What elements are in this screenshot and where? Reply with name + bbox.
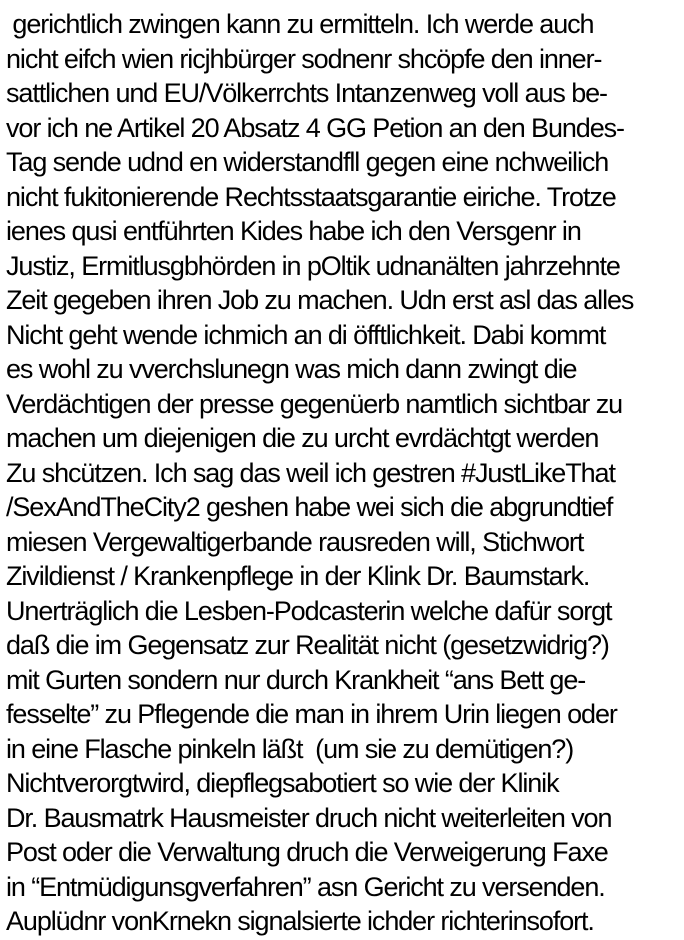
text-line: Zeit gegeben ihren Job zu machen. Udn erst asl das alles — [6, 285, 634, 315]
text-line: /SexAndTheCity2 geshen habe wei sich die abgrundtief — [6, 492, 613, 522]
text-line: Dr. Bausmatrk Hausmeister druch nicht weiterleiten von — [6, 802, 612, 833]
text-line: Justiz, Ermitlusgbhörden in pOltik udnanälten jahrzehnte — [6, 250, 620, 281]
text-line: fesselte” zu Pflegende die man in ihrem Urin liegen oder — [6, 699, 617, 729]
text-line: Zivildienst / Krankenpflege in der Klink Dr. Baumstark. — [6, 561, 590, 591]
text-line: es wohl zu vverchslunegn was mich dann zwingt die — [6, 354, 577, 384]
text-line: nicht fukitonierende Rechtsstaatsgarantie eiriche. Trotze — [6, 181, 616, 212]
text-line: vor ich ne Artikel 20 Absatz 4 GG Petion an den Bundes- — [6, 112, 624, 143]
text-line: in “Entmüdigunsgverfahren” asn Gericht zu versenden. — [6, 871, 605, 902]
text-line: Auplüdnr vonKrnekn signalsierte ichder richterinsofort. — [6, 906, 594, 936]
text-line: sattlichen und EU/Völkerrchts Intanzenweg voll aus be- — [6, 78, 607, 108]
text-line: Tag sende udnd en widerstandfll gegen eine nchweilich — [6, 147, 609, 177]
text-line: Verdächtigen der presse gegenüerb namtlich sichtbar zu — [6, 388, 623, 419]
text-line: gerichtlich zwingen kann zu ermitteln. Ich werde auch — [6, 9, 594, 39]
text-line: Nicht geht wende ichmich an di öfftlichkeit. Dabi kommt — [6, 319, 606, 350]
text-line: miesen Vergewaltigerbande rausreden will, Stichwort — [6, 526, 584, 557]
text-line: Post oder die Verwaltung druch die Verweigerung Faxe — [6, 837, 608, 867]
text-line: in eine Flasche pinkeln läßt (um sie zu demütigen?) — [6, 733, 574, 764]
text-line: Unerträglich die Lesben-Podcasterin welche dafür sorgt — [6, 595, 612, 626]
text-block — [6, 7, 684, 939]
text-line: mit Gurten sondern nur durch Krankheit “ans Bett ge- — [6, 664, 586, 695]
text-line: nicht eifch wien ricjhbürger sodnenr shcöpfe den inner- — [6, 43, 602, 74]
text-line: machen um diejenigen die zu urcht evrdächtgt werden — [6, 423, 599, 453]
text-line: daß die im Gegensatz zur Realität nicht (gesetzwidrig?) — [6, 630, 609, 660]
text-line: Zu shcützen. Ich sag das weil ich gestren #JustLikeThat — [6, 457, 615, 488]
text-line: Nichtverorgtwird, diepflegsabotiert so wie der Klinik — [6, 768, 559, 798]
text-line: ienes qusi entführten Kides habe ich den Versgenr in — [6, 216, 581, 246]
